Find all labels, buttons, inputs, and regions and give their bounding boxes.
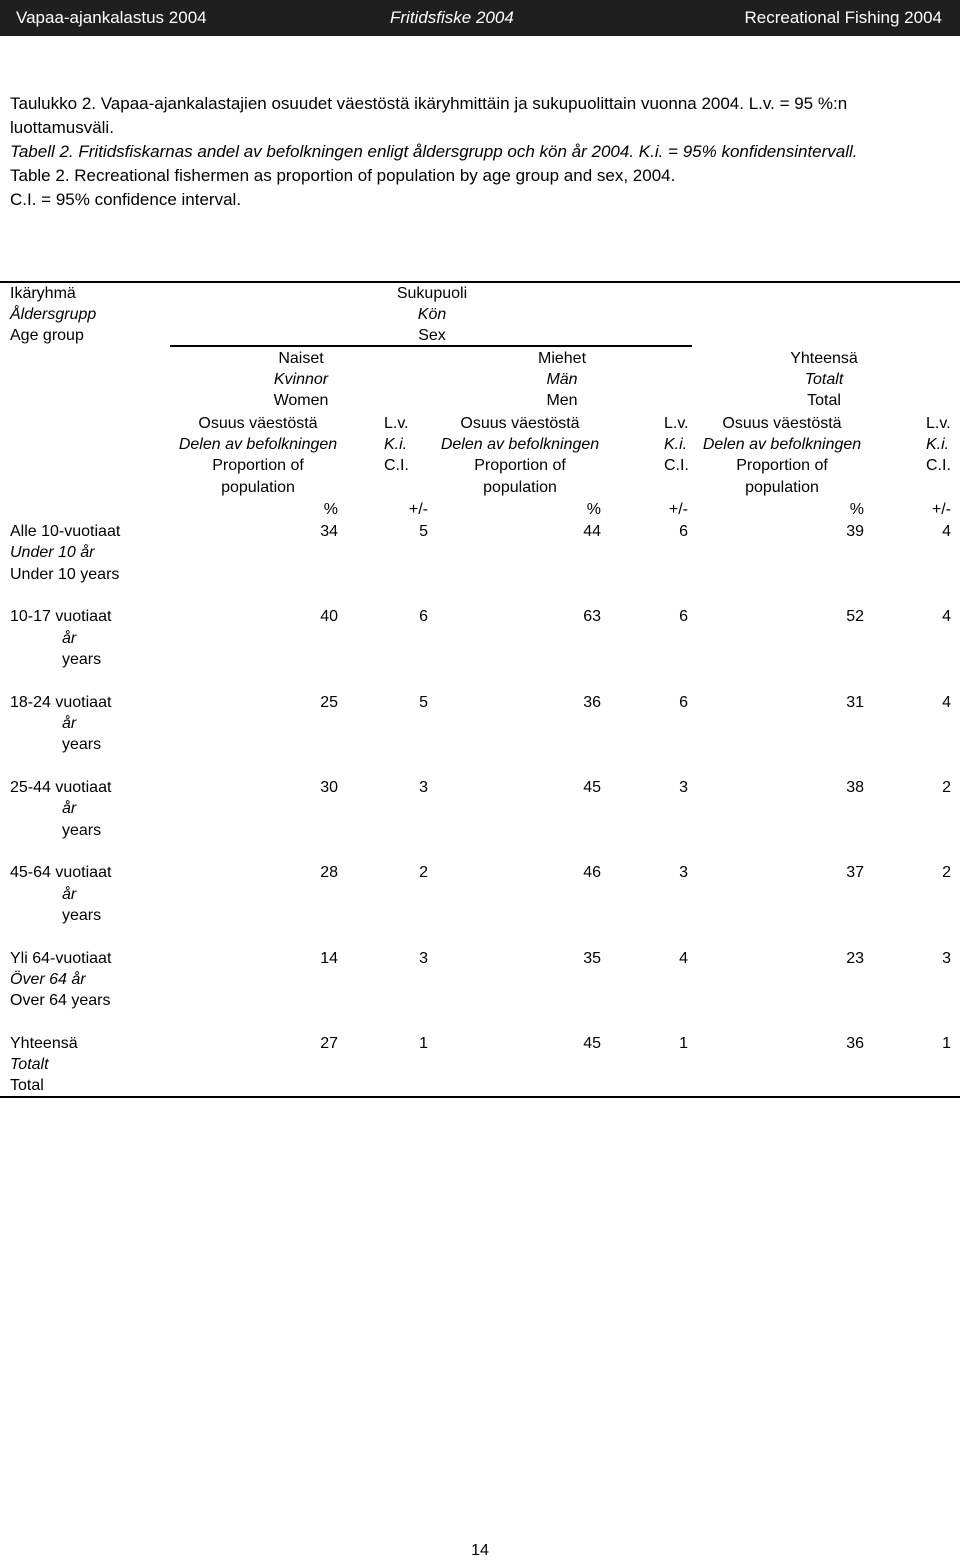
row-label: 25-44 vuotiaat [10,778,112,796]
share-header-sv: Delen av befolkningen [702,436,862,453]
table-cell: 35 [583,949,601,967]
table-cell: 63 [583,608,601,626]
unit-ci-women: +/- [408,501,428,518]
table-cell: 28 [320,864,338,882]
unit-pct-men: % [586,501,601,518]
table-cell: 6 [679,608,688,626]
row-label: years [62,736,102,754]
row-label: Total [10,1077,44,1095]
table-cell: 36 [583,693,601,711]
page-number: 14 [471,1542,489,1559]
row-label: Under 10 years [10,565,120,583]
age-group-header-sv: Åldersgrupp [10,306,97,323]
table-cell: 30 [320,778,338,796]
share-header-en2: population [745,479,819,496]
group-women-fi: Naiset [278,350,324,367]
table-cell: 52 [846,608,864,626]
share-header-en2: population [221,479,295,496]
table-cell: 1 [942,1034,951,1052]
sex-header-sv: Kön [417,306,447,323]
row-label: Över 64 år [10,970,86,988]
ci-header-sv: K.i. [664,436,688,453]
table-cell: 4 [679,949,688,967]
ci-header-en: C.I. [664,457,689,474]
table-cell: 46 [583,864,601,882]
table-cell: 4 [942,693,951,711]
table-rule-bottom [0,1096,960,1098]
group-men-en: Men [546,392,578,409]
row-label: år [62,714,77,732]
table-cell: 23 [846,949,864,967]
table-cell: 34 [320,523,338,540]
table-cell: 5 [419,693,428,711]
row-label: Yhteensä [10,1034,78,1052]
age-group-header-en: Age group [10,327,84,344]
table-cell: 14 [320,949,338,967]
table-cell: 2 [942,778,951,796]
sex-header-en: Sex [418,327,446,344]
row-label: 10-17 vuotiaat [10,608,112,626]
group-women-en: Women [273,392,329,409]
table-cell: 3 [942,949,951,967]
header-left: Vapaa-ajankalastus 2004 [16,8,207,27]
ci-header-fi: L.v. [664,415,689,432]
row-label: Over 64 years [10,992,111,1010]
table-cell: 45 [583,1034,601,1052]
group-total-fi: Yhteensä [790,350,858,367]
sex-header-fi: Sukupuoli [396,285,468,302]
table-cell: 5 [419,523,428,540]
table-cell: 3 [419,778,428,796]
table-cell: 40 [320,608,338,626]
header-right: Recreational Fishing 2004 [744,8,942,27]
row-label: years [62,821,102,839]
row-label: Totalt [10,1056,49,1074]
ci-header-sv: K.i. [384,436,408,453]
ci-header-fi: L.v. [384,415,409,432]
table-cell: 6 [679,523,688,540]
share-header-fi: Osuus väestöstä [460,415,580,432]
group-women-sv: Kvinnor [273,371,329,388]
row-label: years [62,650,102,668]
row-label: år [62,885,77,903]
caption-line: luottamusväli. [10,118,114,137]
share-header-fi: Osuus väestöstä [722,415,842,432]
table-cell: 6 [679,693,688,711]
group-men-fi: Miehet [537,350,587,367]
table-cell: 44 [583,523,601,540]
table-cell: 45 [583,778,601,796]
table-cell: 39 [846,523,864,540]
share-header-en: Proportion of [212,457,304,474]
ci-header-sv: K.i. [926,436,950,453]
caption-line: Taulukko 2. Vapaa-ajankalastajien osuudet väestöstä ikäryhmittäin ja sukupuolittain vuonna 2004. L.v. = 95 %:n [10,94,848,113]
row-label: 18-24 vuotiaat [10,693,112,711]
table-cell: 1 [419,1034,428,1052]
share-header-en2: population [483,479,557,496]
table-cell: 4 [942,608,951,626]
header-center: Fritidsfiske 2004 [390,8,514,27]
row-label: Alle 10-vuotiaat [10,523,121,540]
table-cell: 38 [846,778,864,796]
age-group-header-fi: Ikäryhmä [10,285,76,302]
running-header [0,0,960,36]
share-header-en: Proportion of [474,457,566,474]
ci-header-fi: L.v. [926,415,951,432]
table-cell: 2 [942,864,951,882]
table-cell: 6 [419,608,428,626]
table-cell: 3 [419,949,428,967]
caption-line: Table 2. Recreational fishermen as proportion of population by age group and sex, 2004. [10,166,676,185]
unit-ci-total: +/- [931,501,951,518]
table-caption [10,92,950,212]
share-header-sv: Delen av befolkningen [440,436,600,453]
row-label: år [62,629,77,647]
ci-header-en: C.I. [384,457,409,474]
table-cell: 1 [679,1034,688,1052]
share-header-fi: Osuus väestöstä [198,415,318,432]
table-cell: 37 [846,864,864,882]
group-total-sv: Totalt [804,371,844,388]
table-cell: 31 [846,693,864,711]
row-label: år [62,800,77,818]
row-label: Yli 64-vuotiaat [10,949,112,967]
table-cell: 4 [942,523,951,540]
row-label: years [62,906,102,924]
share-header-sv: Delen av befolkningen [178,436,338,453]
table-cell: 2 [419,864,428,882]
caption-line: Tabell 2. Fritidsfiskarnas andel av befolkningen enligt åldersgrupp och kön år 2004. K.i. = 95% konfidensintervall. [10,142,858,161]
table-cell: 36 [846,1034,864,1052]
table-cell: 3 [679,864,688,882]
row-label: Under 10 år [10,544,95,562]
group-men-sv: Män [546,371,578,388]
ci-header-en: C.I. [926,457,951,474]
unit-ci-men: +/- [668,501,688,518]
caption-line: C.I. = 95% confidence interval. [10,190,242,209]
group-total-en: Total [807,392,841,409]
table-cell: 3 [679,778,688,796]
unit-pct-women: % [323,501,338,518]
share-header-en: Proportion of [736,457,828,474]
row-label: 45-64 vuotiaat [10,864,112,882]
table-cell: 27 [320,1034,338,1052]
unit-pct-total: % [849,501,864,518]
table-cell: 25 [320,693,338,711]
